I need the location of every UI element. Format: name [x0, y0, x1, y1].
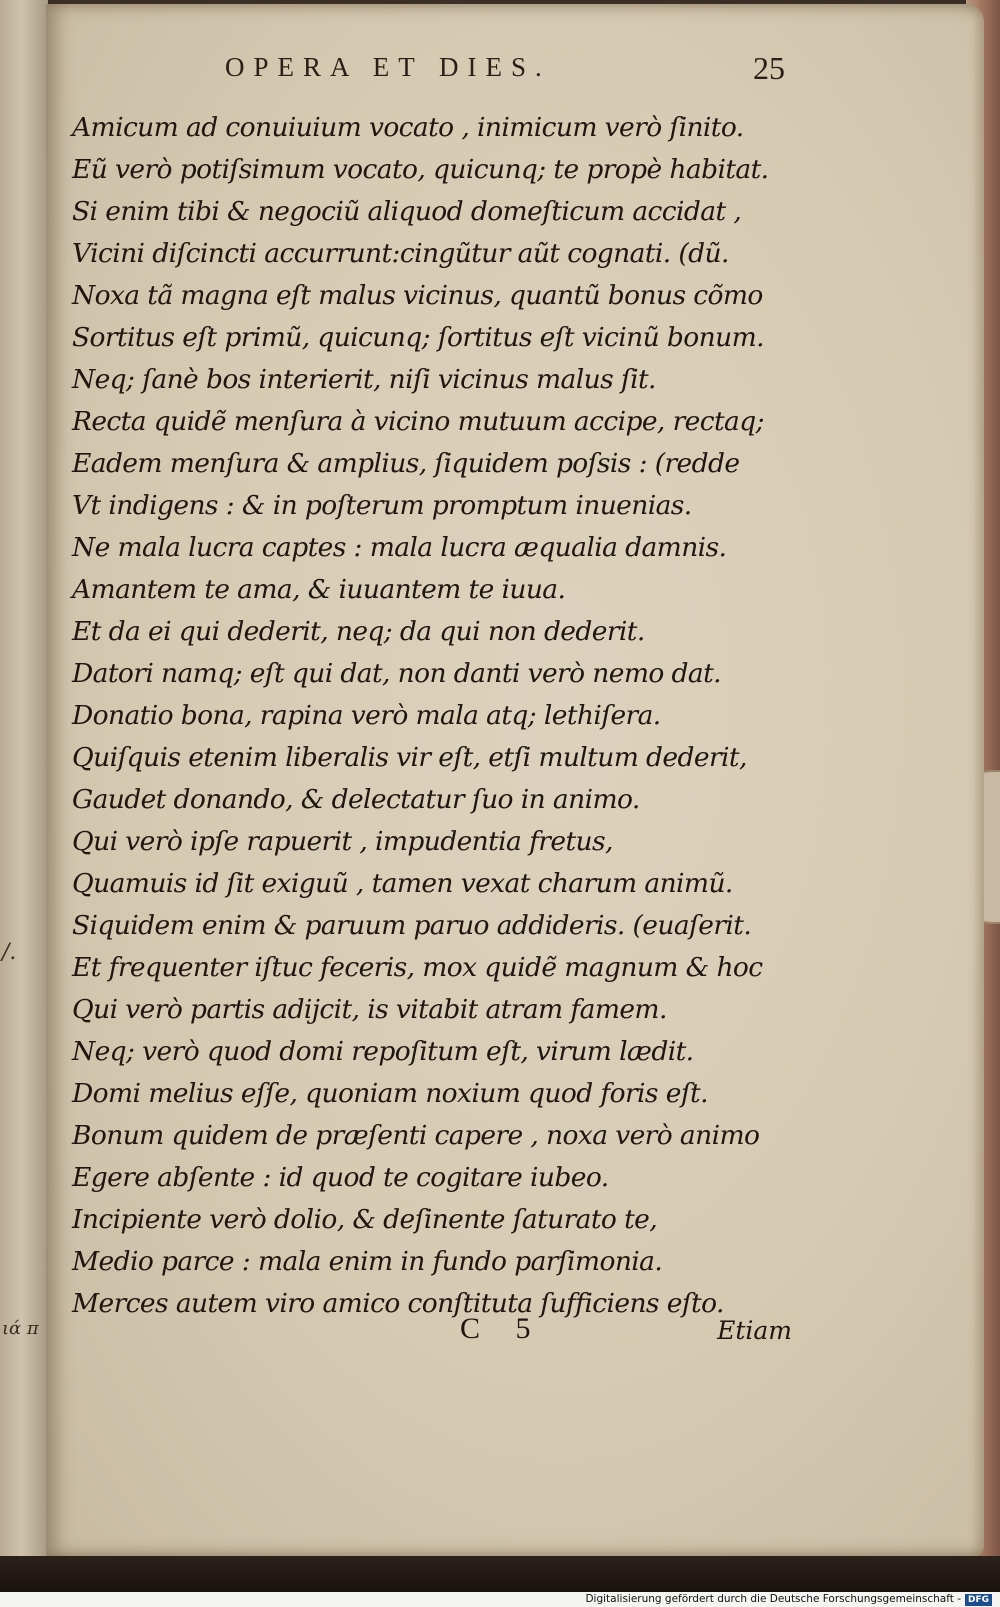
text-line: Domi melius eſſe, quoniam noxium quod foris eſt.: [72, 1078, 708, 1109]
text-line: Datori namq; eſt qui dat, non danti verò nemo dat.: [72, 658, 721, 689]
text-line: Vt indigens : & in poſterum promptum inuenias.: [72, 490, 692, 521]
credit-text: Digitalisierung gefördert durch die Deutsche Forschungsgemeinschaft -: [585, 1593, 961, 1605]
text-line: Recta quidẽ menſura à vicino mutuum accipe, rectaq;: [72, 406, 764, 437]
signature-mark: C 5: [460, 1312, 545, 1345]
text-line: Bonum quidem de præſenti capere , noxa verò animo: [72, 1120, 760, 1151]
text-line: Neq; verò quod domi repoſitum eſt, virum lædit.: [72, 1036, 694, 1067]
left-page-spine: [0, 0, 48, 1592]
text-line: Egere abſente : id quod te cogitare iubeo.: [72, 1162, 609, 1193]
margin-mark-lower: ιά π: [2, 1318, 39, 1339]
text-line: Gaudet donando, & delectatur ſuo in animo.: [72, 784, 640, 815]
scan-bottom-band: [0, 1556, 1000, 1592]
text-line: Quamuis id ſit exiguũ , tamen vexat charum animũ.: [72, 868, 733, 899]
text-line: Qui verò partis adijcit, is vitabit atram famem.: [72, 994, 667, 1025]
text-line: Neq; ſanè bos interierit, niſi vicinus malus ſit.: [72, 364, 656, 395]
text-line: Noxa tã magna eſt malus vicinus, quantũ bonus cõmo: [72, 280, 763, 311]
text-line: Qui verò ipſe rapuerit , impudentia fretus,: [72, 826, 613, 857]
text-line: Si enim tibi & negociũ aliquod domeſticum accidat ,: [72, 196, 742, 227]
text-line: Eũ verò potiſsimum vocato, quicunq; te propè habitat.: [72, 154, 769, 185]
margin-mark-upper: /.: [2, 940, 17, 965]
text-line: Merces autem viro amico conſtituta ſufficiens eſto.: [72, 1288, 724, 1319]
text-line: Amantem te ama, & iuuantem te iuua.: [72, 574, 566, 605]
text-line: Et da ei qui dederit, neq; da qui non dederit.: [72, 616, 645, 647]
catchword: Etiam: [717, 1316, 792, 1345]
page-number: 25: [753, 50, 785, 86]
text-block: [72, 107, 792, 1325]
text-line: Ne mala lucra captes : mala lucra æqualia damnis.: [72, 532, 727, 563]
page-footer-line: [72, 1312, 792, 1354]
text-line: Medio parce : mala enim in fundo parſimonia.: [72, 1246, 663, 1277]
text-line: Vicini diſcincti accurrunt:cingũtur aũt cognati. (dũ.: [72, 238, 729, 269]
text-line: Donatio bona, rapina verò mala atq; lethiſera.: [72, 700, 661, 731]
running-title: OPERA ET DIES.: [225, 52, 551, 82]
digitization-credit: [585, 1592, 992, 1607]
text-line: Amicum ad conuiuium vocato , inimicum verò ſinito.: [72, 112, 744, 143]
text-line: Siquidem enim & paruum paruo addideris. (euaſerit.: [72, 910, 752, 941]
text-line: Et frequenter iſtuc feceris, mox quidẽ magnum & hoc: [72, 952, 763, 983]
dfg-logo: DFG: [965, 1594, 992, 1606]
page-header: [225, 52, 785, 92]
text-line: Eadem menſura & amplius, ſiquidem poſsis : (redde: [72, 448, 740, 479]
text-line: Incipiente verò dolio, & deſinente ſaturato te,: [72, 1204, 658, 1235]
text-line: Quiſquis etenim liberalis vir eſt, etſi multum dederit,: [72, 742, 747, 773]
text-line: Sortitus eſt primũ, quicunq; ſortitus eſt vicinũ bonum.: [72, 322, 764, 353]
